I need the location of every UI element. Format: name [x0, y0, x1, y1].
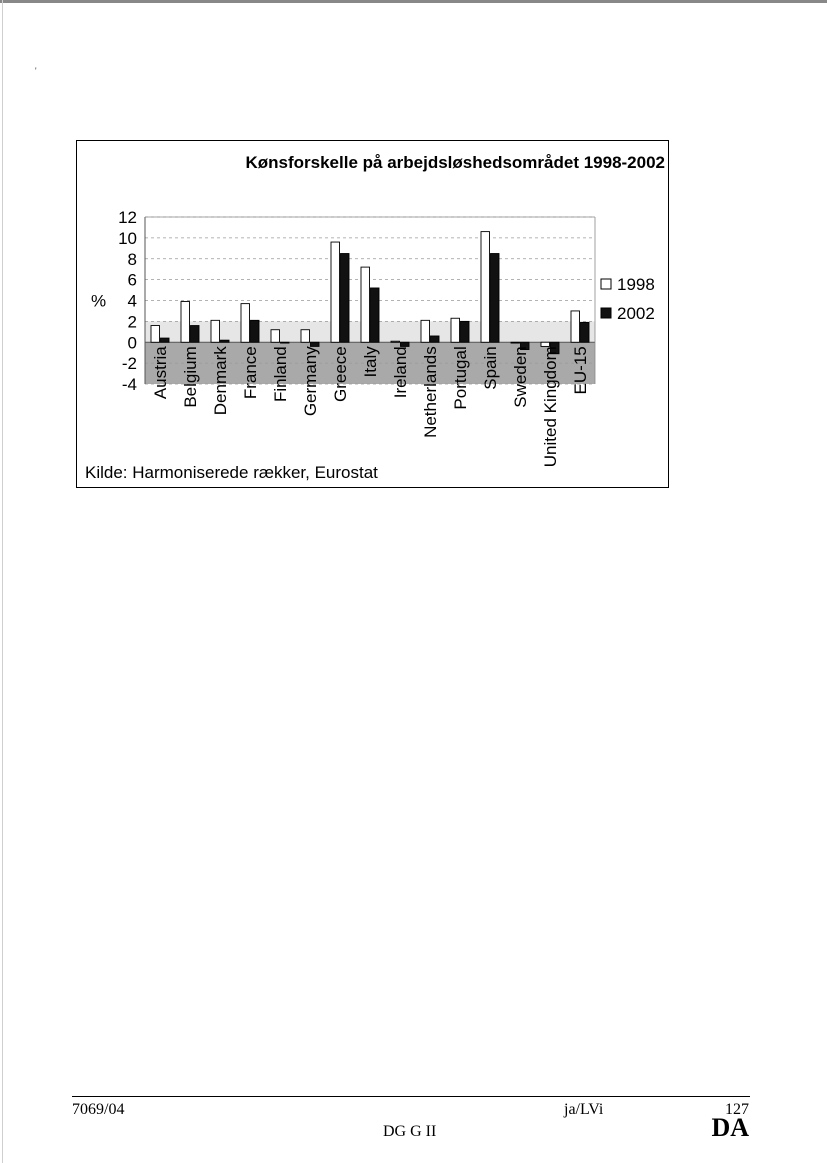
x-tick-label: Austria — [151, 346, 170, 400]
bar-2002-ireland — [401, 342, 410, 346]
x-tick-label: Denmark — [211, 346, 230, 416]
x-tick-label: Italy — [361, 346, 380, 378]
bar-1998-ireland — [391, 341, 400, 342]
bar-2002-germany — [311, 342, 320, 346]
bar-2002-france — [251, 320, 260, 342]
footer-department: DG G II — [383, 1123, 437, 1140]
y-tick-label: 4 — [127, 291, 137, 311]
bar-chart — [77, 141, 670, 489]
y-tick-label: 12 — [118, 208, 137, 227]
y-tick-label: 8 — [127, 249, 137, 269]
bar-1998-austria — [151, 326, 160, 343]
chart-frame — [76, 140, 669, 488]
legend-label-1998: 1998 — [617, 275, 655, 294]
footer-language-code: DA — [711, 1113, 749, 1142]
y-tick-label: 2 — [127, 312, 137, 332]
legend-swatch-1998 — [601, 279, 611, 289]
y-tick-label: 0 — [127, 333, 137, 353]
y-tick-label: -4 — [121, 375, 137, 394]
page-left-border — [2, 0, 3, 1163]
legend-swatch-2002 — [601, 308, 611, 318]
bar-2002-italy — [371, 288, 380, 342]
x-tick-label: Portugal — [451, 346, 470, 410]
bar-1998-eu-15 — [571, 311, 580, 342]
bar-1998-belgium — [181, 302, 190, 343]
x-tick-label: Belgium — [181, 346, 200, 408]
y-axis-label: % — [91, 291, 107, 311]
footer-page-number: 127 — [725, 1101, 749, 1118]
legend-label-2002: 2002 — [617, 304, 655, 323]
bar-2002-belgium — [191, 326, 200, 343]
bar-2002-denmark — [221, 340, 230, 342]
bar-1998-spain — [481, 232, 490, 343]
bar-2002-netherlands — [431, 336, 440, 342]
bar-1998-finland — [271, 330, 280, 343]
x-tick-label: Sweden — [511, 346, 530, 408]
y-tick-label: -2 — [121, 354, 137, 374]
bar-2002-eu-15 — [581, 322, 590, 342]
footer-initials: ja/LVi — [564, 1101, 604, 1118]
bar-1998-netherlands — [421, 320, 430, 342]
bar-1998-germany — [301, 330, 310, 343]
bar-2002-portugal — [461, 321, 470, 342]
bar-2002-spain — [491, 254, 500, 343]
x-tick-label: Greece — [331, 346, 350, 402]
bar-1998-italy — [361, 267, 370, 342]
bar-2002-finland — [281, 342, 290, 343]
x-tick-label: Spain — [481, 346, 500, 390]
bar-1998-sweden — [511, 342, 520, 343]
bar-2002-greece — [341, 254, 350, 343]
y-tick-label: 6 — [127, 270, 137, 290]
page-top-border — [0, 0, 827, 3]
scan-speck: ' — [35, 66, 37, 76]
bar-1998-denmark — [211, 320, 220, 342]
bar-1998-greece — [331, 242, 340, 342]
x-tick-label: Finland — [271, 346, 290, 403]
chart-title: Kønsforskelle på arbejdsløshedsområdet 1998-2002 — [245, 153, 665, 172]
x-tick-label: EU-15 — [571, 346, 590, 395]
footer-doc-number: 7069/04 — [72, 1101, 125, 1118]
x-tick-label: Germany — [301, 346, 320, 417]
bar-1998-united-kingdom — [541, 342, 550, 346]
footer-divider — [72, 1096, 750, 1097]
y-tick-label: 10 — [118, 228, 137, 248]
x-tick-label: Netherlands — [421, 346, 440, 438]
bar-1998-portugal — [451, 318, 460, 342]
chart-source: Kilde: Harmoniserede rækker, Eurostat — [85, 463, 378, 482]
bar-1998-france — [241, 304, 250, 343]
x-tick-label: France — [241, 346, 260, 400]
bar-2002-austria — [161, 338, 170, 342]
x-tick-label: United Kingdom — [541, 346, 560, 468]
x-tick-label: Ireland — [391, 346, 410, 399]
